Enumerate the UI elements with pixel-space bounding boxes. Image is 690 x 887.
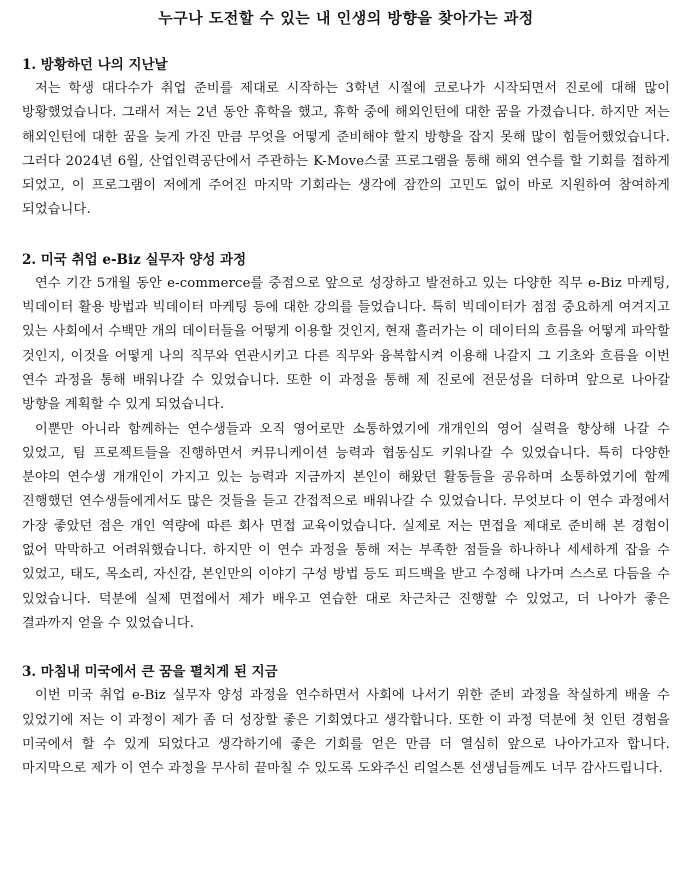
- section-program: [22, 248, 670, 636]
- document-page: [22, 0, 670, 781]
- section-heading: 3. 마침내 미국에서 큰 꿈을 펼치게 된 지금: [22, 664, 278, 681]
- spacer: [22, 636, 670, 660]
- section-heading: 2. 미국 취업 e-Biz 실무자 양성 과정: [22, 251, 247, 268]
- paragraph: 연수 기간 5개월 동안 e-commerce를 중점으로 앞으로 성장하고 발전하고 있는 다양한 직무 e-Biz 마케팅, 빅데이터 활용 방법과 빅데이터 마케팅 등에 대한 강의를 들었습니다. 특히 빅데이터가 점점 중요하게 여겨지고 있는 사회에서 수백만 개의 데이터들을 어떻게 이용할 것인지, 현재 흘러가는 이 데이터의 흐름을 어떻게 파악할 것인지, 이것을 어떻게 나의 직무와 연관시키고 다른 직무와 융복합시켜 이용해 나갈지 그 기초와 흐름을 이번 연수 과정을 통해 배워나갈 수 있었습니다. 또한 이 과정을 통해 제 진로에 전문성을 더하며 앞으로 나아갈 방향을 계획할 수 있게 되었습니다.: [22, 275, 670, 413]
- section-now: [22, 660, 670, 781]
- section-past: [22, 53, 670, 223]
- spacer: [22, 30, 670, 53]
- section-heading: 1. 방황하던 나의 지난날: [22, 57, 168, 73]
- paragraph: 저는 학생 대다수가 취업 준비를 제대로 시작하는 3학년 시절에 코로나가 시작되면서 진로에 대해 많이 방황했었습니다. 그래서 저는 2년 동안 휴학을 했고, 휴학 중에 해외인턴에 대한 꿈을 가졌습니다. 하지만 저는 해외인턴에 대한 꿈을 늦게 가진 만큼 무엇을 어떻게 준비해야 할지 방향을 잡지 못해 많이 힘들어했었습니다. 그러다 2024년 6월, 산업인력공단에서 주관하는 K-Move스쿨 프로그램을 통해 해외 연수를 할 기회를 접하게 되었고, 이 프로그램이 저에게 주어진 마지막 기회라는 생각에 잠깐의 고민도 없이 바로 지원하여 참여하게 되었습니다.: [22, 81, 670, 218]
- document-title: 누구나 도전할 수 있는 내 인생의 방향을 찾아가는 과정: [158, 9, 534, 27]
- paragraph: 이뿐만 아니라 함께하는 연수생들과 오직 영어로만 소통하였기에 개개인의 영어 실력을 향상해 나갈 수 있었고, 팀 프로젝트들을 진행하면서 커뮤니케이션 능력과 협동심도 키워나갈 수 있었습니다. 특히 다양한 분야의 연수생 개개인이 가지고 있는 능력과 지금까지 본인이 해왔던 활동들을 공유하며 소통하였기에 함께 진행했던 연수생들에게서도 많은 것들을 듣고 간접적으로 배워나갈 수 있었습니다. 무엇보다 이 연수 과정에서 가장 좋았던 점은 개인 역량에 따른 회사 면접 교육이었습니다. 실제로 저는 면접을 제대로 준비해 본 경험이 없어 막막하고 어려워했습니다. 하지만 이 연수 과정을 통해 저는 부족한 점들을 하나하나 세세하게 잡을 수 있었고, 태도, 목소리, 자신감, 본인만의 이야기 구성 방법 등도 피드백을 받고 수정해 나가며 스스로 다듬을 수 있었습니다. 덕분에 실제 면접에서 제가 배우고 연습한 대로 차근차근 진행할 수 있었고, 더 나아가 좋은 결과까지 얻을 수 있었습니다.: [22, 421, 670, 631]
- paragraph: 이번 미국 취업 e-Biz 실무자 양성 과정을 연수하면서 사회에 나서기 위한 준비 과정을 착실하게 배울 수 있었기에 저는 이 과정이 제가 좀 더 성장할 좋은 기회였다고 생각합니다. 또한 이 과정 덕분에 첫 인턴 경험을 미국에서 할 수 있게 되었다고 생각하기에 좋은 기회를 얻은 만큼 더 열심히 앞으로 나아가고자 합니다. 마지막으로 제가 이 연수 과정을 무사히 끝마칠 수 있도록 도와주신 리얼스톤 선생님들께도 너무 감사드립니다.: [22, 688, 670, 777]
- spacer: [22, 223, 670, 248]
